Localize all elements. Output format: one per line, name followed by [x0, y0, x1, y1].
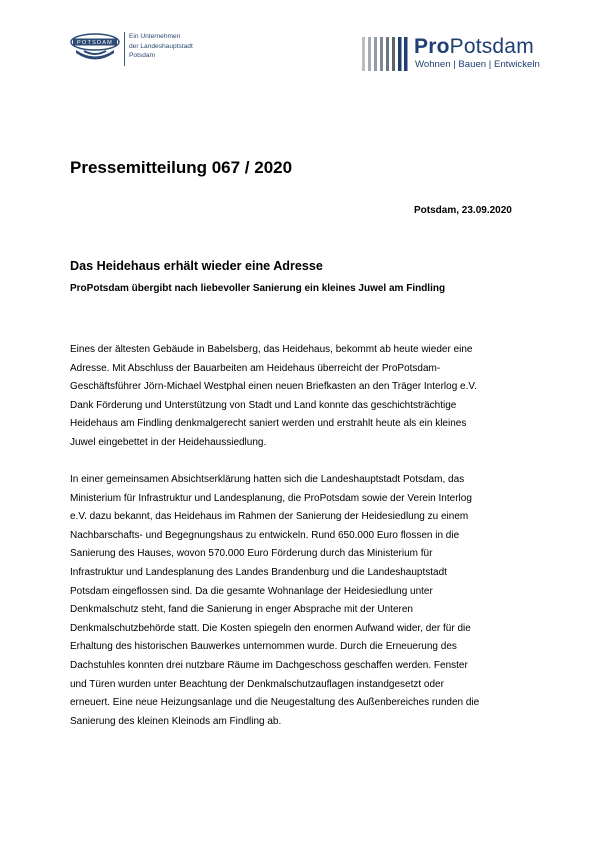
paragraph-line: Heidehaus am Findling denkmalgerecht saniert werden und erstrahlt heute als ein kleines	[70, 418, 467, 430]
potsdam-seal-text: POTSDAM	[76, 40, 114, 46]
potsdam-caption-line: der Landeshauptstadt	[129, 42, 193, 50]
paragraph-line: Adresse. Mit Abschluss der Bauarbeiten am Heidehaus überreicht der ProPotsdam-	[70, 362, 441, 374]
propotsdam-wordmark	[414, 35, 534, 59]
paragraph-line: Potsdam eingeflossen sind. Da die gesamte Wohnanlage der Heidesiedlung unter	[70, 585, 433, 597]
potsdam-seal-logo	[70, 33, 120, 65]
potsdam-logo-divider	[124, 32, 125, 66]
body-paragraph-2	[70, 471, 530, 731]
paragraph-line: Geschäftsführer Jörn-Michael Westphal einen neuen Briefkasten an den Träger Interlog e.V.	[70, 381, 477, 393]
paragraph-line: Erhaltung des historischen Bauwerkes unternommen wurde. Durch die Erneuerung des	[70, 641, 457, 653]
paragraph-line: Nachbarschafts- und Begegnungshaus zu entwickeln. Rund 650.000 Euro flossen in die	[70, 529, 460, 541]
paragraph-line: Eines der ältesten Gebäude in Babelsberg, das Heidehaus, bekommt ab heute wieder eine	[70, 344, 473, 355]
press-release-date: Potsdam, 23.09.2020	[414, 205, 512, 216]
paragraph-line: Ministerium für Infrastruktur und Landesplanung, die ProPotsdam sowie der Verein Interlog	[70, 492, 472, 504]
body-paragraph-1	[70, 341, 530, 453]
paragraph-line: In einer gemeinsamen Absichtserklärung hatten sich die Landeshauptstadt Potsdam, das	[70, 474, 465, 485]
press-release-subheadline: ProPotsdam übergibt nach liebevoller Sanierung ein kleines Juwel am Findling	[70, 283, 446, 294]
paragraph-line: Denkmalschutzbehörde statt. Die Kosten spiegeln den enormen Aufwand wider, der für die	[70, 622, 471, 634]
propotsdam-tagline: Wohnen | Bauen | Entwickeln	[415, 59, 540, 70]
propotsdam-bars-icon	[362, 37, 408, 71]
paragraph-line: Juwel eingebettet in der Heidehaussiedlung.	[70, 436, 267, 448]
paragraph-line: e.V. dazu bekannt, das Heidehaus im Rahmen der Sanierung der Heidesiedlung zu einem	[70, 511, 469, 523]
brand-pro: Pro	[414, 35, 450, 58]
press-release-headline: Das Heidehaus erhält wieder eine Adresse	[70, 259, 323, 273]
brand-potsdam: Potsdam	[449, 35, 534, 58]
paragraph-line: Dachstuhles konnten drei nutzbare Räume im Dachgeschoss geschaffen werden. Fenster	[70, 659, 468, 671]
paragraph-line: Sanierung des Hauses, wovon 570.000 Euro Förderung durch das Ministerium für	[70, 548, 433, 560]
potsdam-caption-line: Potsdam	[129, 52, 156, 60]
paragraph-line: erneuert. Eine neue Heizungsanlage und die Neugestaltung des Außenbereiches runden die	[70, 697, 480, 709]
paragraph-line: Infrastruktur und Landesplanung des Landes Brandenburg und die Landeshauptstadt	[70, 566, 447, 578]
potsdam-caption	[129, 32, 193, 61]
press-release-title: Pressemitteilung 067 / 2020	[70, 158, 293, 177]
paragraph-line: und Türen wurden unter Beachtung der Denkmalschutzauflagen instandgesetzt oder	[70, 678, 444, 690]
paragraph-line: Denkmalschutz steht, fand die Sanierung in enger Absprache mit der Unteren	[70, 604, 413, 616]
potsdam-caption-line: Ein Unternehmen	[129, 33, 181, 40]
paragraph-line: Sanierung des kleinen Kleinods am Findling ab.	[70, 715, 282, 727]
paragraph-line: Dank Förderung und Unterstützung von Stadt und Land konnte das geschichtsträchtige	[70, 399, 457, 411]
